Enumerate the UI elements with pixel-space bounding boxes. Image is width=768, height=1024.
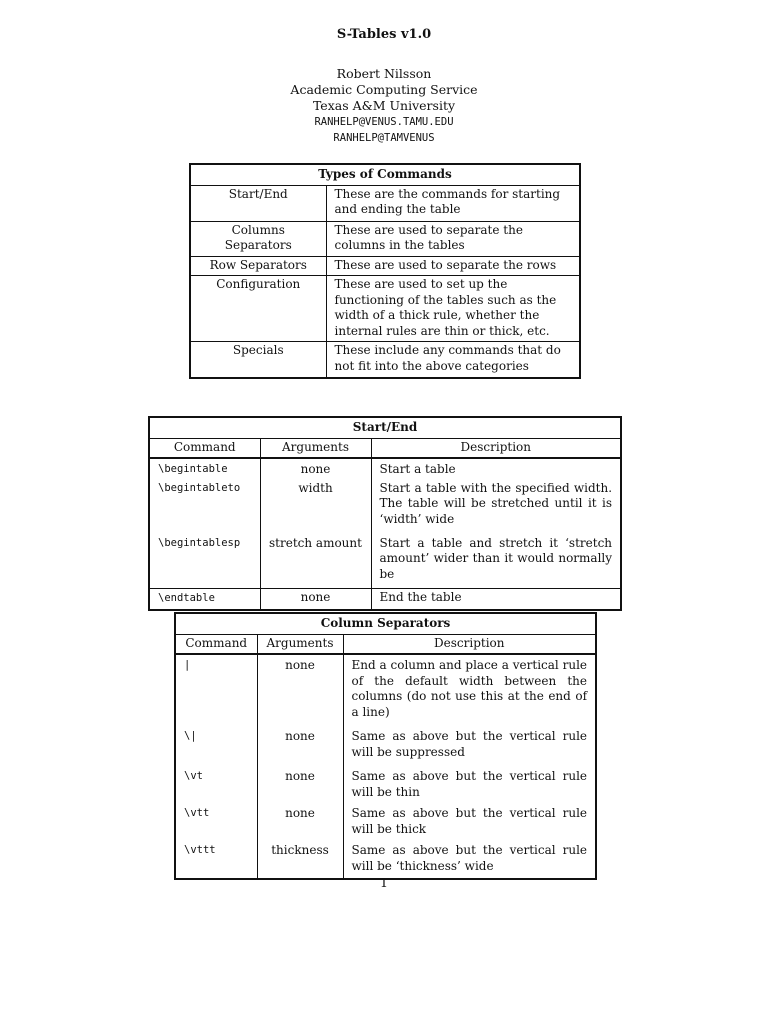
table-row xyxy=(190,185,580,221)
command-arguments: none xyxy=(257,654,343,728)
command-type-name: Columns Separators xyxy=(190,221,326,256)
page-number: 1 xyxy=(380,875,388,890)
author-department: Academic Computing Service xyxy=(290,82,478,97)
table-row xyxy=(149,589,621,610)
table-row xyxy=(149,480,621,535)
command-arguments: none xyxy=(257,805,343,842)
command-description: Same as above but the vertical rule will be thin xyxy=(343,768,596,805)
command-arguments: none xyxy=(260,589,371,610)
types-of-commands-table xyxy=(189,163,581,379)
column-header-command: Command xyxy=(175,634,257,654)
command-name: \begintable xyxy=(149,458,260,480)
command-type-name: Specials xyxy=(190,342,326,379)
command-type-name: Start/End xyxy=(190,185,326,221)
author-block xyxy=(0,66,768,146)
command-name: | xyxy=(175,654,257,728)
command-type-description: These are the commands for starting and ending the table xyxy=(326,185,580,221)
author-email-1: RANHELP@VENUS.TAMU.EDU xyxy=(314,116,454,128)
command-type-description: These are used to set up the functioning of the tables such as the width of a thick rule, whether the internal rules are thin or thick, etc. xyxy=(326,276,580,342)
table-caption: Column Separators xyxy=(175,613,596,634)
table-row xyxy=(175,842,596,879)
command-type-description: These are used to separate the rows xyxy=(326,256,580,276)
command-name: \vtt xyxy=(175,805,257,842)
author-email-2: RANHELP@TAMVENUS xyxy=(333,132,435,144)
column-header-description: Description xyxy=(371,438,621,458)
table-row xyxy=(190,221,580,256)
command-description: End the table xyxy=(371,589,621,610)
command-description: Same as above but the vertical rule will be ‘thickness’ wide xyxy=(343,842,596,879)
command-arguments: none xyxy=(257,768,343,805)
command-description: Start a table xyxy=(371,458,621,480)
table-row xyxy=(190,276,580,342)
command-name: \vt xyxy=(175,768,257,805)
command-type-name: Configuration xyxy=(190,276,326,342)
author-name: Robert Nilsson xyxy=(336,66,432,81)
command-arguments: width xyxy=(260,480,371,535)
command-description: Start a table and stretch it ‘stretch amount’ wider than it would normally be xyxy=(371,535,621,589)
command-name: \begintableto xyxy=(149,480,260,535)
command-name: \| xyxy=(175,728,257,768)
command-name: \vttt xyxy=(175,842,257,879)
table-row xyxy=(149,458,621,480)
command-name: \endtable xyxy=(149,589,260,610)
table-row xyxy=(175,805,596,842)
table-row xyxy=(190,256,580,276)
command-type-name: Row Separators xyxy=(190,256,326,276)
column-header-description: Description xyxy=(343,634,596,654)
command-arguments: stretch amount xyxy=(260,535,371,589)
command-type-description: These are used to separate the columns in the tables xyxy=(326,221,580,256)
command-arguments: thickness xyxy=(257,842,343,879)
column-header-arguments: Arguments xyxy=(260,438,371,458)
command-description: Same as above but the vertical rule will be suppressed xyxy=(343,728,596,768)
table-caption: Start/End xyxy=(149,417,621,438)
table-row xyxy=(190,342,580,379)
command-description: Same as above but the vertical rule will be thick xyxy=(343,805,596,842)
command-name: \begintablesp xyxy=(149,535,260,589)
command-arguments: none xyxy=(257,728,343,768)
column-separators-table xyxy=(174,612,597,880)
table-row xyxy=(175,654,596,728)
command-description: Start a table with the specified width. The table will be stretched until it is ‘width’ wide xyxy=(371,480,621,535)
page-title: S-Tables v1.0 xyxy=(336,27,432,42)
column-header-command: Command xyxy=(149,438,260,458)
table-caption: Types of Commands xyxy=(190,164,580,185)
command-arguments: none xyxy=(260,458,371,480)
table-row xyxy=(175,728,596,768)
start-end-table xyxy=(148,416,622,611)
command-description: End a column and place a vertical rule of the default width between the columns (do not use this at the end of a line) xyxy=(343,654,596,728)
command-type-description: These include any commands that do not fit into the above categories xyxy=(326,342,580,379)
table-row xyxy=(149,535,621,589)
author-university: Texas A&M University xyxy=(312,98,456,113)
table-row xyxy=(175,768,596,805)
column-header-arguments: Arguments xyxy=(257,634,343,654)
